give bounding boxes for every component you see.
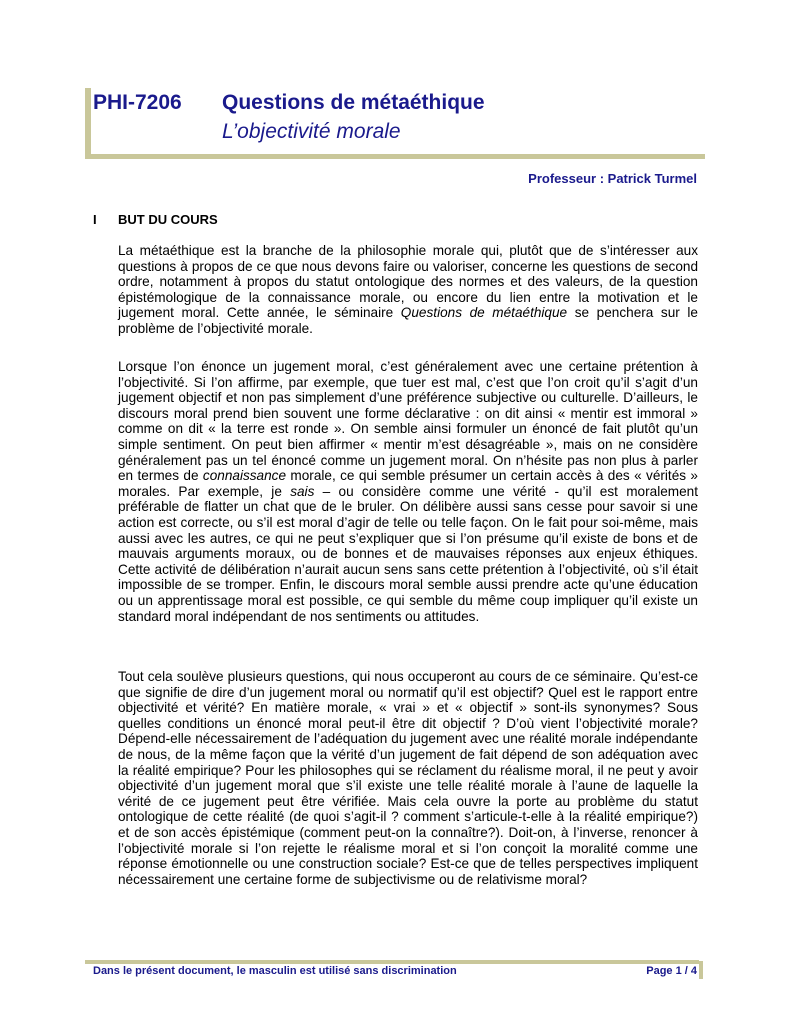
page-number-text: Page 1 / 4 [646,965,697,977]
paragraph-2-text-a: Lorsque l’on énonce un jugement moral, c’est généralement avec une certaine prétention à l’objectivité. Si l’on affirme, par exemple, que tuer est mal, c’est que l’on croit qu’il s’agit d’un jugement objectif et non pas simplement d’une préférence subjective ou culturelle. D’ailleurs, le discours moral prend bien souvent une forme déclarative : on dit ainsi « mentir est immoral » comme on dit « la terre est ronde ». On semble ainsi formuler un énoncé de fait plutôt qu’un simple sentiment. On peut bien affirmer « mentir m’est désagréable », mais on ne considère généralement pas un tel énoncé comme un jugement moral. On n’hésite pas non plus à parler en termes de [118,359,698,484]
paragraph-3: Tout cela soulève plusieurs questions, qui nous occuperont au cours de ce séminaire. Qu’est-ce que signifie de dire d’un jugement moral ou normatif qu’il est objectif? Quel est le rapport entre objectivité et vérité? En matière morale, « vrai » et « objectif » sont-ils synonymes? Sous quelles conditions un énoncé moral peut-il être dit objectif ? D’où vient l’objectivité morale? Dépend-elle nécessairement de l’adéquation du jugement avec une réalité morale indépendante de nous, de la même façon que la vérité d’un jugement de fait dépend de son adéquation avec la réalité empirique? Pour les philosophes qui se réclament du réalisme moral, il ne peut y avoir objectivité d’un jugement moral que s’il existe une telle réalité morale à l’aune de laquelle la vérité de ce jugement peut être vérifiée. Mais cela ouvre la porte au problème du statut ontologique de cette réalité (de quoi s’agit-il ? comment s’articule-t-elle à la réalité empirique?) et de son accès épistémique (comment peut-on la connaître?). Doit-on, à l’inverse, renoncer à l’objectivité morale si l’on rejette le réalisme moral et si l’on conçoit la moralité comme une réponse émotionnelle ou une construction sociale? Est-ce que de telles perspectives impliquent nécessairement une certaine forme de subjectivisme ou de relativisme moral? [118,669,698,887]
course-subtitle: L’objectivité morale [222,120,401,143]
paragraph-1-text-a: La métaéthique est la branche de la philosophie morale qui, plutôt que de s’intéresser aux questions à propos de ce que nous devons faire ou valoriser, concerne les questions de second ordre, notamment à propos du statut ontologique des normes et des valeurs, de la question épistémologique de la connaissance morale, ou encore du lien entre la motivation et le jugement moral. Cette année, le séminaire [118,243,698,321]
course-title: Questions de métaéthique [222,91,485,114]
paragraph-2-text-b: morale, ce qui semble présumer un certain accès à des « vérités » morales. Par exemple, je [118,468,698,499]
professor-line: Professeur : Patrick Turmel [528,171,697,186]
footer-note: Dans le présent document, le masculin est utilisé sans discrimination [93,965,457,977]
paragraph-2-italic-a: connaissance [202,468,287,484]
course-code: PHI-7206 [93,91,182,114]
paragraph-1-text-b: se penchera sur le problème de l’objectivité morale. [118,305,698,336]
section-title: BUT DU COURS [118,212,218,227]
section-number: I [93,212,97,227]
footer-separator [699,961,703,979]
paragraph-1 [118,243,698,337]
paragraph-1-italic: Questions de métaéthique [400,305,568,321]
page-number [646,965,697,977]
paragraph-2 [118,359,698,624]
footer-rule [85,960,699,964]
paragraph-2-text-c: – ou considère comme une vérité - qu’il est moralement préférable de flatter un chat que de le bruler. On délibère aussi sans cesse pour savoir si une action est correcte, ou s’il est moral d’agir de telle ou telle façon. On le fait pour soi-même, mais aussi avec les autres, ce qui ne peut s’expliquer que si l’on présume qu’il existe de bons et de mauvais arguments moraux, ou de bonnes et de mauvaises réponses aux enjeux éthiques. Cette activité de délibération n’aurait aucun sens sans cette prétention à l’objectivité, où s’il était impossible de se tromper. Enfin, le discours moral semble aussi prendre acte qu’une éducation ou un apprentissage moral est possible, ce qui semble du même coup impliquer qu’il existe un standard moral indépendant de nos sentiments ou attitudes. [118,483,698,624]
paragraph-2-italic-b: sais [290,483,315,499]
